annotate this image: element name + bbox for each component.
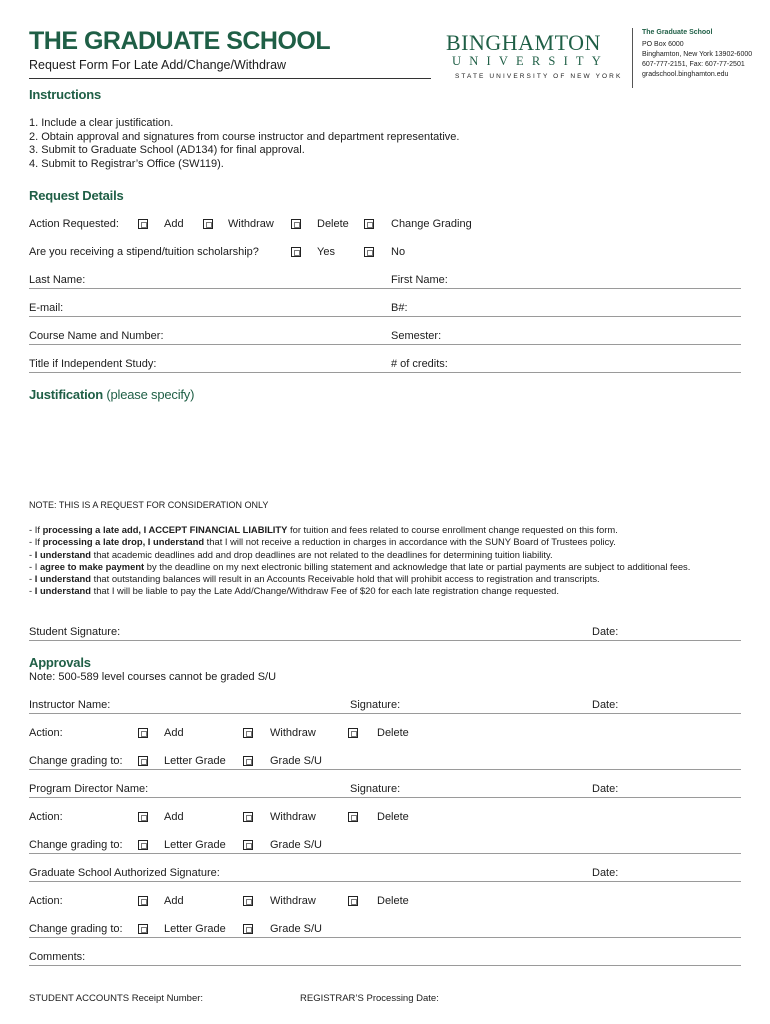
page-subtitle: Request Form For Late Add/Change/Withdraw xyxy=(29,58,287,72)
director-withdraw-checkbox[interactable] xyxy=(243,812,253,822)
instructor-grade-su-checkbox[interactable] xyxy=(243,756,253,766)
contact-line: PO Box 6000 xyxy=(642,41,684,48)
instructor-delete-checkbox[interactable] xyxy=(348,728,358,738)
contact-line: Binghamton, New York 13902-6000 xyxy=(642,51,753,58)
title-divider xyxy=(29,78,431,79)
term-item: - If processing a late add, I ACCEPT FINANCIAL LIABILITY for tuition and fees related to course enrollment change requested on this form. xyxy=(29,524,690,536)
action-delete-checkbox[interactable] xyxy=(291,219,301,229)
email-label: E-mail: xyxy=(29,302,64,314)
director-line[interactable] xyxy=(29,797,741,798)
registrar-date-label: REGISTRAR’S Processing Date: xyxy=(300,993,439,1004)
request-details-heading: Request Details xyxy=(29,188,124,203)
first-name-label: First Name: xyxy=(391,274,448,286)
instructor-add-label: Add xyxy=(164,727,184,739)
receipt-number-label: STUDENT ACCOUNTS Receipt Number: xyxy=(29,993,204,1004)
grad-delete-label: Delete xyxy=(377,895,409,907)
instruction-item: 1. Include a clear justification. xyxy=(29,117,174,129)
program-director-label: Program Director Name: xyxy=(29,783,149,795)
stipend-label: Are you receiving a stipend/tuition scholarship? xyxy=(29,246,259,258)
university-logo-state: STATE UNIVERSITY OF NEW YORK xyxy=(455,73,623,80)
director-add-checkbox[interactable] xyxy=(138,812,148,822)
director-letter-grade-label: Letter Grade xyxy=(164,839,226,851)
grad-add-checkbox[interactable] xyxy=(138,896,148,906)
grad-grading-line xyxy=(29,937,741,938)
grad-school-signature-label: Graduate School Authorized Signature: xyxy=(29,867,220,879)
contact-line: 607-777-2151, Fax: 607-77-2501 xyxy=(642,61,745,68)
justification-title: Justification xyxy=(29,387,103,402)
header-divider xyxy=(632,28,633,88)
action-change-grading-label: Change Grading xyxy=(391,218,472,230)
stipend-yes-checkbox[interactable] xyxy=(291,247,301,257)
instructor-withdraw-checkbox[interactable] xyxy=(243,728,253,738)
instructor-letter-grade-checkbox[interactable] xyxy=(138,756,148,766)
grad-withdraw-checkbox[interactable] xyxy=(243,896,253,906)
director-signature-label: Signature: xyxy=(350,783,401,795)
email-field-line[interactable] xyxy=(29,316,741,317)
director-action-label: Action: xyxy=(29,811,63,823)
terms-list xyxy=(29,524,690,598)
instructor-grading-label: Change grading to: xyxy=(29,755,123,767)
director-delete-label: Delete xyxy=(377,811,409,823)
study-field-line[interactable] xyxy=(29,372,741,373)
instructor-add-checkbox[interactable] xyxy=(138,728,148,738)
student-signature-label: Student Signature: xyxy=(29,626,121,638)
comments-line[interactable] xyxy=(29,965,741,966)
contact-line: gradschool.binghamton.edu xyxy=(642,71,729,78)
student-signature-line[interactable] xyxy=(29,640,741,641)
grad-withdraw-label: Withdraw xyxy=(270,895,316,907)
action-withdraw-checkbox[interactable] xyxy=(203,219,213,229)
stipend-no-checkbox[interactable] xyxy=(364,247,374,257)
term-item: - I understand that academic deadlines add and drop deadlines are not related to the deadlines for determining tuition liability. xyxy=(29,549,690,561)
action-add-label: Add xyxy=(164,218,184,230)
director-grading-label: Change grading to: xyxy=(29,839,123,851)
term-item: - I understand that I will be liable to pay the Late Add/Change/Withdraw Fee of $20 for each late registration change requested. xyxy=(29,585,690,597)
grad-action-label: Action: xyxy=(29,895,63,907)
bnumber-label: B#: xyxy=(391,302,408,314)
instructions-heading: Instructions xyxy=(29,87,101,102)
instructor-delete-label: Delete xyxy=(377,727,409,739)
grad-grading-label: Change grading to: xyxy=(29,923,123,935)
instructor-signature-label: Signature: xyxy=(350,699,401,711)
student-date-label: Date: xyxy=(592,626,619,638)
instructor-grade-su-label: Grade S/U xyxy=(270,755,322,767)
grad-school-date-label: Date: xyxy=(592,867,619,879)
approvals-heading: Approvals xyxy=(29,655,91,670)
justification-note: (please specify) xyxy=(106,387,195,402)
grad-grade-su-checkbox[interactable] xyxy=(243,924,253,934)
action-withdraw-label: Withdraw xyxy=(228,218,274,230)
instructor-date-label: Date: xyxy=(592,699,619,711)
action-add-checkbox[interactable] xyxy=(138,219,148,229)
grad-add-label: Add xyxy=(164,895,184,907)
action-requested-label: Action Requested: xyxy=(29,218,119,230)
grad-grade-su-label: Grade S/U xyxy=(270,923,322,935)
instructor-grading-line xyxy=(29,769,741,770)
term-item: - I understand that outstanding balances will result in an Accounts Receivable hold that will prohibit access to registration and transcripts. xyxy=(29,573,690,585)
instructor-letter-grade-label: Letter Grade xyxy=(164,755,226,767)
contact-block xyxy=(642,28,752,80)
university-logo: BINGHAMTON xyxy=(446,30,601,55)
semester-label: Semester: xyxy=(391,330,442,342)
director-withdraw-label: Withdraw xyxy=(270,811,316,823)
comments-label: Comments: xyxy=(29,951,86,963)
term-item: - I agree to make payment by the deadline on my next electronic billing statement and acknowledge that late or partial payments are subject to additional fees. xyxy=(29,561,690,573)
director-add-label: Add xyxy=(164,811,184,823)
grad-school-line[interactable] xyxy=(29,881,741,882)
director-grade-su-checkbox[interactable] xyxy=(243,840,253,850)
instructions-list xyxy=(29,117,459,171)
director-letter-grade-checkbox[interactable] xyxy=(138,840,148,850)
instructor-action-label: Action: xyxy=(29,727,63,739)
name-field-line[interactable] xyxy=(29,288,741,289)
independent-study-label: Title if Independent Study: xyxy=(29,358,157,370)
course-field-line[interactable] xyxy=(29,344,741,345)
stipend-yes-label: Yes xyxy=(317,246,335,258)
approvals-note: Note: 500-589 level courses cannot be graded S/U xyxy=(29,671,277,683)
contact-name: The Graduate School xyxy=(642,29,713,36)
stipend-no-label: No xyxy=(391,246,406,258)
instruction-item: 3. Submit to Graduate School (AD134) for final approval. xyxy=(29,144,305,156)
instructor-line[interactable] xyxy=(29,713,741,714)
page-title: THE GRADUATE SCHOOL xyxy=(29,27,331,55)
grad-delete-checkbox[interactable] xyxy=(348,896,358,906)
grad-letter-grade-checkbox[interactable] xyxy=(138,924,148,934)
director-delete-checkbox[interactable] xyxy=(348,812,358,822)
instruction-item: 4. Submit to Registrar’s Office (SW119). xyxy=(29,157,224,170)
action-delete-label: Delete xyxy=(317,218,349,230)
action-change-grading-checkbox[interactable] xyxy=(364,219,374,229)
justification-heading xyxy=(29,387,194,402)
credits-label: # of credits: xyxy=(391,358,448,370)
course-label: Course Name and Number: xyxy=(29,330,164,342)
grad-letter-grade-label: Letter Grade xyxy=(164,923,226,935)
justification-area[interactable] xyxy=(29,408,741,492)
director-date-label: Date: xyxy=(592,783,619,795)
instruction-item: 2. Obtain approval and signatures from course instructor and department representative. xyxy=(29,130,460,143)
instructor-name-label: Instructor Name: xyxy=(29,699,111,711)
director-grade-su-label: Grade S/U xyxy=(270,839,322,851)
term-item: - If processing a late drop, I understand that I will not receive a reduction in charges in accordance with the SUNY Board of Trustees policy. xyxy=(29,536,690,548)
consideration-note: NOTE: THIS IS A REQUEST FOR CONSIDERATION ONLY xyxy=(29,500,269,510)
instructor-withdraw-label: Withdraw xyxy=(270,727,316,739)
director-grading-line xyxy=(29,853,741,854)
university-logo-sub: UNIVERSITY xyxy=(452,54,609,68)
last-name-label: Last Name: xyxy=(29,274,86,286)
